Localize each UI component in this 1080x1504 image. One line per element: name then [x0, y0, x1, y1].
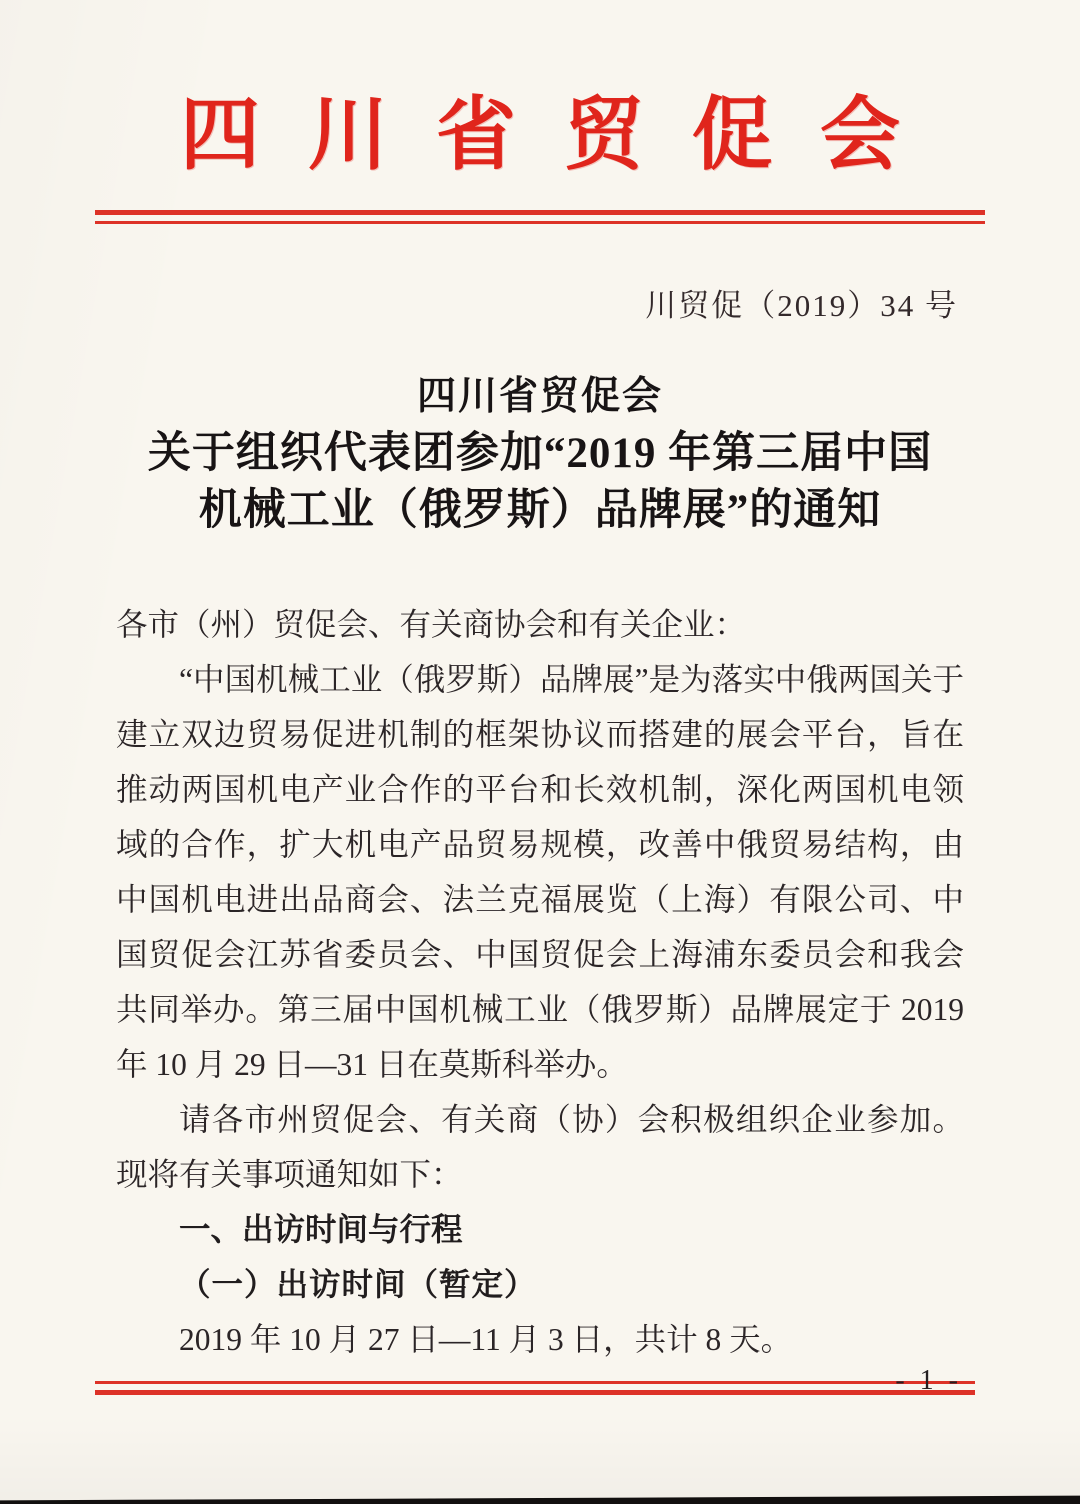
doc-body	[116, 597, 964, 1367]
letterhead	[0, 90, 1080, 224]
letterhead-org-name: 四川省贸促会	[180, 92, 948, 180]
doc-title-line3: 机械工业（俄罗斯）品牌展”的通知	[198, 487, 882, 534]
paragraph-exhibition-intro: “中国机械工业（俄罗斯）品牌展”是为落实中俄两国关于建立双边贸易促进机制的框架协议而搭建的展会平台，旨在推动两国机电产业合作的平台和长效机制，深化两国机电领域的合作，扩大机电产品贸易规模，改善中俄贸易结构，由中国机电进出品商会、法兰克福展览（上海）有限公司、中国贸促会江苏省委员会、中国贸促会上海浦东委员会和我会共同举办。第三届中国机械工业（俄罗斯）品牌展定于 2019 年 10 月 29 日—31 日在莫斯科举办。	[116, 662, 964, 1082]
doc-title	[0, 369, 1080, 539]
letterhead-rule-thin	[95, 221, 985, 224]
footer-rule-thick	[95, 1390, 975, 1395]
section-heading-itinerary: 一、出访时间与行程	[179, 1211, 463, 1247]
sub-heading-travel-dates: （一）出访时间（暂定）	[179, 1267, 537, 1302]
page-number: - 1 -	[895, 1365, 962, 1396]
salutation-line: 各市（州）贸促会、有关商协会和有关企业：	[116, 607, 747, 642]
scan-edge-artifact	[0, 1496, 1080, 1504]
doc-reference-number: 川贸促（2019）34 号	[645, 288, 958, 323]
doc-title-line1: 四川省贸促会	[416, 375, 663, 418]
letterhead-rule-thick	[95, 210, 985, 215]
paragraph-travel-dates: 2019 年 10 月 27 日—11 月 3 日，共计 8 天。	[179, 1322, 793, 1357]
doc-title-line2: 关于组织代表团参加“2019 年第三届中国	[147, 430, 933, 477]
doc-footer	[0, 1365, 1080, 1396]
footer-rule-thin	[95, 1381, 975, 1384]
paragraph-invitation: 请各市州贸促会、有关商（协）会积极组织企业参加。现将有关事项通知如下：	[116, 1102, 964, 1192]
